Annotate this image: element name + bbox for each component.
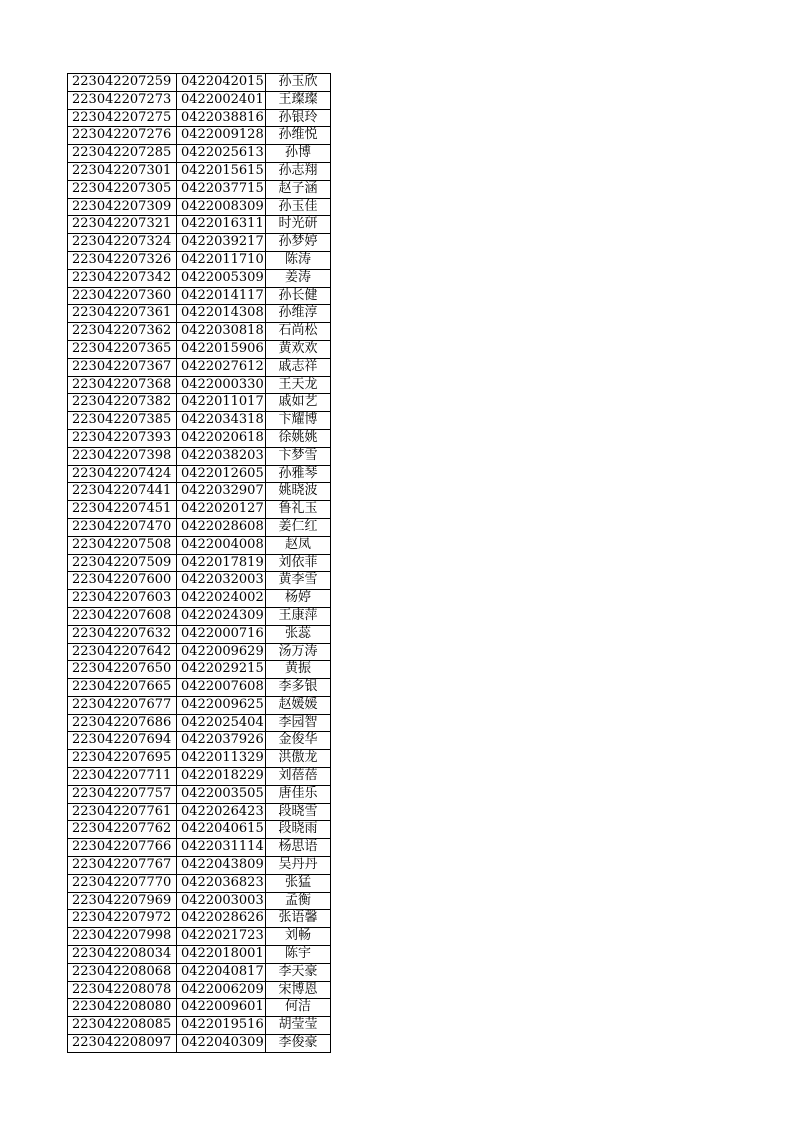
name-cell: 孙维悦 <box>266 127 331 145</box>
exam-number-cell: 223042207686 <box>68 714 177 732</box>
id-number-cell: 0422040817 <box>177 963 266 981</box>
table-row <box>68 803 331 821</box>
id-number-cell: 0422015615 <box>177 162 266 180</box>
exam-number-cell: 223042207761 <box>68 803 177 821</box>
table-row <box>68 447 331 465</box>
id-number-cell: 0422014117 <box>177 287 266 305</box>
exam-number-cell: 223042207770 <box>68 874 177 892</box>
id-number-cell: 0422042015 <box>177 74 266 92</box>
name-cell: 李天豪 <box>266 963 331 981</box>
exam-number-cell: 223042207398 <box>68 447 177 465</box>
table-body <box>68 74 331 1053</box>
table-row <box>68 928 331 946</box>
exam-number-cell: 223042207367 <box>68 358 177 376</box>
id-number-cell: 0422021723 <box>177 928 266 946</box>
name-cell: 孙维淳 <box>266 305 331 323</box>
name-cell: 孙雅琴 <box>266 465 331 483</box>
table-row <box>68 376 331 394</box>
id-number-cell: 0422014308 <box>177 305 266 323</box>
table-row <box>68 483 331 501</box>
exam-number-cell: 223042207424 <box>68 465 177 483</box>
exam-number-cell: 223042207767 <box>68 857 177 875</box>
name-cell: 鲁礼玉 <box>266 501 331 519</box>
table-row <box>68 874 331 892</box>
id-number-cell: 0422009625 <box>177 696 266 714</box>
id-number-cell: 0422007608 <box>177 679 266 697</box>
table-row <box>68 821 331 839</box>
table-row <box>68 145 331 163</box>
id-number-cell: 0422034318 <box>177 412 266 430</box>
id-number-cell: 0422028626 <box>177 910 266 928</box>
table-row <box>68 554 331 572</box>
exam-number-cell: 223042207608 <box>68 607 177 625</box>
table-row <box>68 74 331 92</box>
id-number-cell: 0422018001 <box>177 946 266 964</box>
exam-number-cell: 223042207342 <box>68 269 177 287</box>
id-number-cell: 0422039217 <box>177 234 266 252</box>
table-row <box>68 572 331 590</box>
id-number-cell: 0422015906 <box>177 340 266 358</box>
name-cell: 黄李雪 <box>266 572 331 590</box>
table-row <box>68 679 331 697</box>
exam-number-cell: 223042207650 <box>68 661 177 679</box>
name-cell: 段晓雪 <box>266 803 331 821</box>
exam-number-cell: 223042207362 <box>68 323 177 341</box>
table-row <box>68 305 331 323</box>
table-row <box>68 768 331 786</box>
name-cell: 孙志翔 <box>266 162 331 180</box>
id-number-cell: 0422011710 <box>177 251 266 269</box>
name-cell: 时光研 <box>266 216 331 234</box>
exam-number-cell: 223042207393 <box>68 429 177 447</box>
name-cell: 赵凤 <box>266 536 331 554</box>
table-row <box>68 785 331 803</box>
table-row <box>68 358 331 376</box>
id-number-cell: 0422000716 <box>177 625 266 643</box>
id-number-cell: 0422040309 <box>177 1035 266 1053</box>
table-row <box>68 91 331 109</box>
name-cell: 王璨璨 <box>266 91 331 109</box>
id-number-cell: 0422009128 <box>177 127 266 145</box>
exam-number-cell: 223042207361 <box>68 305 177 323</box>
name-cell: 孙梦婷 <box>266 234 331 252</box>
name-cell: 卞耀博 <box>266 412 331 430</box>
table-row <box>68 465 331 483</box>
exam-number-cell: 223042208097 <box>68 1035 177 1053</box>
exam-number-cell: 223042207600 <box>68 572 177 590</box>
id-number-cell: 0422026423 <box>177 803 266 821</box>
table-row <box>68 394 331 412</box>
exam-number-cell: 223042207969 <box>68 892 177 910</box>
id-number-cell: 0422011329 <box>177 750 266 768</box>
table-row <box>68 198 331 216</box>
table-row <box>68 536 331 554</box>
id-number-cell: 0422037926 <box>177 732 266 750</box>
id-number-cell: 0422017819 <box>177 554 266 572</box>
id-number-cell: 0422019516 <box>177 1017 266 1035</box>
name-cell: 洪傲龙 <box>266 750 331 768</box>
table-row <box>68 1017 331 1035</box>
table-row <box>68 127 331 145</box>
exam-number-cell: 223042207665 <box>68 679 177 697</box>
exam-number-cell: 223042207276 <box>68 127 177 145</box>
exam-number-cell: 223042207694 <box>68 732 177 750</box>
table-row <box>68 323 331 341</box>
name-cell: 何洁 <box>266 999 331 1017</box>
name-cell: 黄振 <box>266 661 331 679</box>
exam-number-cell: 223042207757 <box>68 785 177 803</box>
name-cell: 孙银玲 <box>266 109 331 127</box>
exam-number-cell: 223042207441 <box>68 483 177 501</box>
table-row <box>68 946 331 964</box>
name-cell: 黄欢欢 <box>266 340 331 358</box>
exam-number-cell: 223042207382 <box>68 394 177 412</box>
exam-number-cell: 223042207762 <box>68 821 177 839</box>
exam-number-cell: 223042207603 <box>68 590 177 608</box>
exam-number-cell: 223042207509 <box>68 554 177 572</box>
exam-number-cell: 223042207326 <box>68 251 177 269</box>
exam-number-cell: 223042208085 <box>68 1017 177 1035</box>
exam-number-cell: 223042207451 <box>68 501 177 519</box>
name-cell: 孙玉欣 <box>266 74 331 92</box>
name-cell: 王康萍 <box>266 607 331 625</box>
id-number-cell: 0422024309 <box>177 607 266 625</box>
exam-number-cell: 223042207711 <box>68 768 177 786</box>
id-number-cell: 0422032907 <box>177 483 266 501</box>
exam-number-cell: 223042207365 <box>68 340 177 358</box>
exam-number-cell: 223042207285 <box>68 145 177 163</box>
exam-number-cell: 223042207368 <box>68 376 177 394</box>
table-row <box>68 625 331 643</box>
name-cell: 李园智 <box>266 714 331 732</box>
exam-number-cell: 223042207309 <box>68 198 177 216</box>
name-cell: 孙玉佳 <box>266 198 331 216</box>
name-cell: 陈宇 <box>266 946 331 964</box>
name-cell: 刘畅 <box>266 928 331 946</box>
exam-number-cell: 223042207360 <box>68 287 177 305</box>
table-row <box>68 750 331 768</box>
name-cell: 李多银 <box>266 679 331 697</box>
exam-number-cell: 223042207275 <box>68 109 177 127</box>
name-cell: 刘依菲 <box>266 554 331 572</box>
id-number-cell: 0422030818 <box>177 323 266 341</box>
name-cell: 赵媛媛 <box>266 696 331 714</box>
table-row <box>68 857 331 875</box>
id-number-cell: 0422040615 <box>177 821 266 839</box>
id-number-cell: 0422025613 <box>177 145 266 163</box>
name-cell: 陈涛 <box>266 251 331 269</box>
exam-number-cell: 223042207972 <box>68 910 177 928</box>
id-number-cell: 0422037715 <box>177 180 266 198</box>
table-row <box>68 1035 331 1053</box>
name-cell: 卞梦雪 <box>266 447 331 465</box>
id-number-cell: 0422000330 <box>177 376 266 394</box>
table-row <box>68 696 331 714</box>
id-number-cell: 0422038816 <box>177 109 266 127</box>
name-cell: 孙长健 <box>266 287 331 305</box>
id-number-cell: 0422003505 <box>177 785 266 803</box>
name-cell: 徐姚姚 <box>266 429 331 447</box>
exam-number-cell: 223042208078 <box>68 981 177 999</box>
name-cell: 张猛 <box>266 874 331 892</box>
name-cell: 孟衡 <box>266 892 331 910</box>
name-cell: 汤万涛 <box>266 643 331 661</box>
table-row <box>68 892 331 910</box>
table-row <box>68 607 331 625</box>
table-row <box>68 109 331 127</box>
id-number-cell: 0422005309 <box>177 269 266 287</box>
table-row <box>68 501 331 519</box>
id-number-cell: 0422009629 <box>177 643 266 661</box>
name-cell: 段晓雨 <box>266 821 331 839</box>
name-cell: 姚晓波 <box>266 483 331 501</box>
name-cell: 宋博恩 <box>266 981 331 999</box>
exam-number-cell: 223042207632 <box>68 625 177 643</box>
name-cell: 姜仁红 <box>266 518 331 536</box>
id-number-cell: 0422020618 <box>177 429 266 447</box>
id-number-cell: 0422003003 <box>177 892 266 910</box>
exam-number-cell: 223042207998 <box>68 928 177 946</box>
exam-number-cell: 223042207695 <box>68 750 177 768</box>
id-number-cell: 0422009601 <box>177 999 266 1017</box>
name-cell: 金俊华 <box>266 732 331 750</box>
name-cell: 唐佳乐 <box>266 785 331 803</box>
id-number-cell: 0422024002 <box>177 590 266 608</box>
table-row <box>68 910 331 928</box>
exam-number-cell: 223042207324 <box>68 234 177 252</box>
id-number-cell: 0422011017 <box>177 394 266 412</box>
table-row <box>68 643 331 661</box>
exam-number-cell: 223042207508 <box>68 536 177 554</box>
name-cell: 李俊豪 <box>266 1035 331 1053</box>
table-row <box>68 963 331 981</box>
table-row <box>68 234 331 252</box>
id-number-cell: 0422027612 <box>177 358 266 376</box>
table-row <box>68 287 331 305</box>
table-row <box>68 412 331 430</box>
id-number-cell: 0422031114 <box>177 839 266 857</box>
table-row <box>68 216 331 234</box>
exam-number-cell: 223042208034 <box>68 946 177 964</box>
table-row <box>68 429 331 447</box>
id-number-cell: 0422025404 <box>177 714 266 732</box>
name-cell: 胡莹莹 <box>266 1017 331 1035</box>
name-cell: 王天龙 <box>266 376 331 394</box>
table-row <box>68 180 331 198</box>
id-number-cell: 0422012605 <box>177 465 266 483</box>
name-cell: 杨思语 <box>266 839 331 857</box>
name-cell: 张语馨 <box>266 910 331 928</box>
table-row <box>68 590 331 608</box>
id-number-cell: 0422036823 <box>177 874 266 892</box>
name-cell: 戚志祥 <box>266 358 331 376</box>
table-row <box>68 251 331 269</box>
exam-number-cell: 223042207766 <box>68 839 177 857</box>
table-row <box>68 732 331 750</box>
id-number-cell: 0422029215 <box>177 661 266 679</box>
name-cell: 刘蓓蓓 <box>266 768 331 786</box>
id-number-cell: 0422032003 <box>177 572 266 590</box>
table-row <box>68 162 331 180</box>
id-number-cell: 0422043809 <box>177 857 266 875</box>
exam-number-cell: 223042208080 <box>68 999 177 1017</box>
table-row <box>68 661 331 679</box>
name-cell: 张蕊 <box>266 625 331 643</box>
name-cell: 孙博 <box>266 145 331 163</box>
id-number-cell: 0422004008 <box>177 536 266 554</box>
id-number-cell: 0422018229 <box>177 768 266 786</box>
exam-number-cell: 223042207305 <box>68 180 177 198</box>
id-number-cell: 0422016311 <box>177 216 266 234</box>
name-cell: 戚如艺 <box>266 394 331 412</box>
exam-number-cell: 223042207470 <box>68 518 177 536</box>
exam-number-cell: 223042207321 <box>68 216 177 234</box>
name-cell: 姜涛 <box>266 269 331 287</box>
exam-number-cell: 223042207677 <box>68 696 177 714</box>
table-row <box>68 340 331 358</box>
exam-number-cell: 223042207273 <box>68 91 177 109</box>
table-row <box>68 269 331 287</box>
id-number-cell: 0422038203 <box>177 447 266 465</box>
exam-number-cell: 223042207259 <box>68 74 177 92</box>
name-cell: 杨婷 <box>266 590 331 608</box>
id-number-cell: 0422020127 <box>177 501 266 519</box>
table-row <box>68 999 331 1017</box>
exam-number-cell: 223042207301 <box>68 162 177 180</box>
exam-number-cell: 223042207385 <box>68 412 177 430</box>
id-number-cell: 0422006209 <box>177 981 266 999</box>
table-row <box>68 981 331 999</box>
exam-number-cell: 223042208068 <box>68 963 177 981</box>
table-row <box>68 839 331 857</box>
id-number-cell: 0422002401 <box>177 91 266 109</box>
table-row <box>68 518 331 536</box>
id-number-cell: 0422028608 <box>177 518 266 536</box>
id-number-cell: 0422008309 <box>177 198 266 216</box>
data-table <box>67 73 331 1053</box>
name-cell: 赵子涵 <box>266 180 331 198</box>
table-row <box>68 714 331 732</box>
name-cell: 吴丹丹 <box>266 857 331 875</box>
exam-number-cell: 223042207642 <box>68 643 177 661</box>
name-cell: 石尚松 <box>266 323 331 341</box>
